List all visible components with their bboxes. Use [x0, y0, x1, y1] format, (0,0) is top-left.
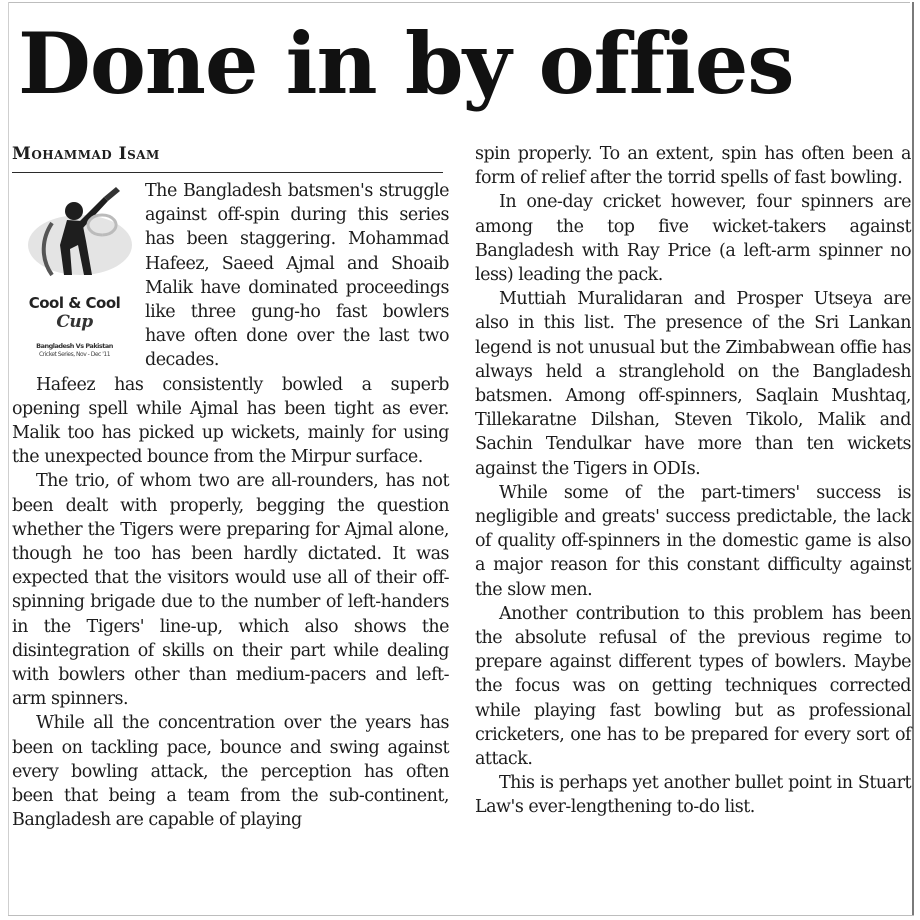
- paragraph: This is perhaps yet another bullet point in Stuart Law's ever-lengthening to-do list.: [475, 773, 911, 818]
- paragraph: Hafeez has consistently bowled a superb opening spell while Ajmal has been tight as ever. Malik too has picked up wickets, mainly for using the unexpected bounce from the Mirpur surface.: [12, 374, 449, 468]
- frame-border-right: [912, 2, 914, 916]
- column-right: [475, 142, 911, 820]
- frame-border-top: [8, 2, 910, 3]
- frame-border-left: [8, 2, 9, 916]
- paragraph: While some of the part-timers' success is negligible and greats' success predictable, the lack of quality off-spinners in the domestic game is also a major reason for this constant difficulty against the slow men.: [475, 482, 911, 600]
- paragraph: In one-day cricket however, four spinners are among the top five wicket-takers against Bangladesh with Ray Price (a left-arm spinner no less) leading the pack.: [475, 192, 911, 286]
- logo-subtitle: Bangladesh Vs Pakistan: [36, 342, 113, 350]
- paragraph-intro: The Bangladesh batsmen's struggle against off-spin during this series has been staggering. Mohammad Hafeez, Saeed Ajmal and Shoaib Malik have dominated proceedings like three gung-ho fast bowlers have often done over the last two decades.: [145, 181, 449, 371]
- byline: Mohammad Isam: [12, 144, 160, 164]
- paragraph-continuation: spin properly. To an extent, spin has often been a form of relief after the torrid spells of fast bowling.: [475, 144, 911, 189]
- column-left: [12, 142, 449, 832]
- paragraph: Muttiah Muralidaran and Prosper Utseya are also in this list. The presence of the Sri Lankan legend is not unusual but the Zimbabwean offie has always held a stranglehold on the Bangladesh batsmen. Among off-spinners, Saqlain Mushtaq, Tillekaratne Dilshan, Steven Tikolo, Malik and Sachin Tendulkar have more than ten wickets against the Tigers in ODIs.: [475, 289, 911, 479]
- paragraph: While all the concentration over the years has been on tackling pace, bounce and swing against every bowling attack, the perception has often been that being a team from the sub-continent, Bangladesh are capable of playing: [12, 713, 449, 831]
- cricket-batsman-icon: [12, 183, 137, 293]
- logo-cup: Cup: [56, 312, 93, 332]
- byline-divider: [12, 172, 443, 173]
- cup-logo: [12, 183, 137, 358]
- logo-title: Cool & Cool: [28, 294, 121, 312]
- logo-series: Cricket Series, Nov - Dec '11: [38, 351, 111, 358]
- paragraph: Another contribution to this problem has been the absolute refusal of the previous regime to prepare against different types of bowlers. Maybe the focus was on getting techniques corrected while playing fast bowling but as professional cricketers, one has to be prepared for every sort of attack.: [475, 603, 911, 770]
- paragraph: The trio, of whom two are all-rounders, has not been dealt with properly, begging the question whether the Tigers were preparing for Ajmal alone, though he too has been hardly dictated. It was expected that the visitors would use all of their off-spinning brigade due to the number of left-handers in the Tigers' line-up, which also shows the disintegration of skills on their part while dealing with bowlers other than medium-pacers and left-arm spinners.: [12, 471, 449, 710]
- frame-border-bottom: [8, 915, 914, 916]
- headline: Done in by offies: [18, 14, 794, 113]
